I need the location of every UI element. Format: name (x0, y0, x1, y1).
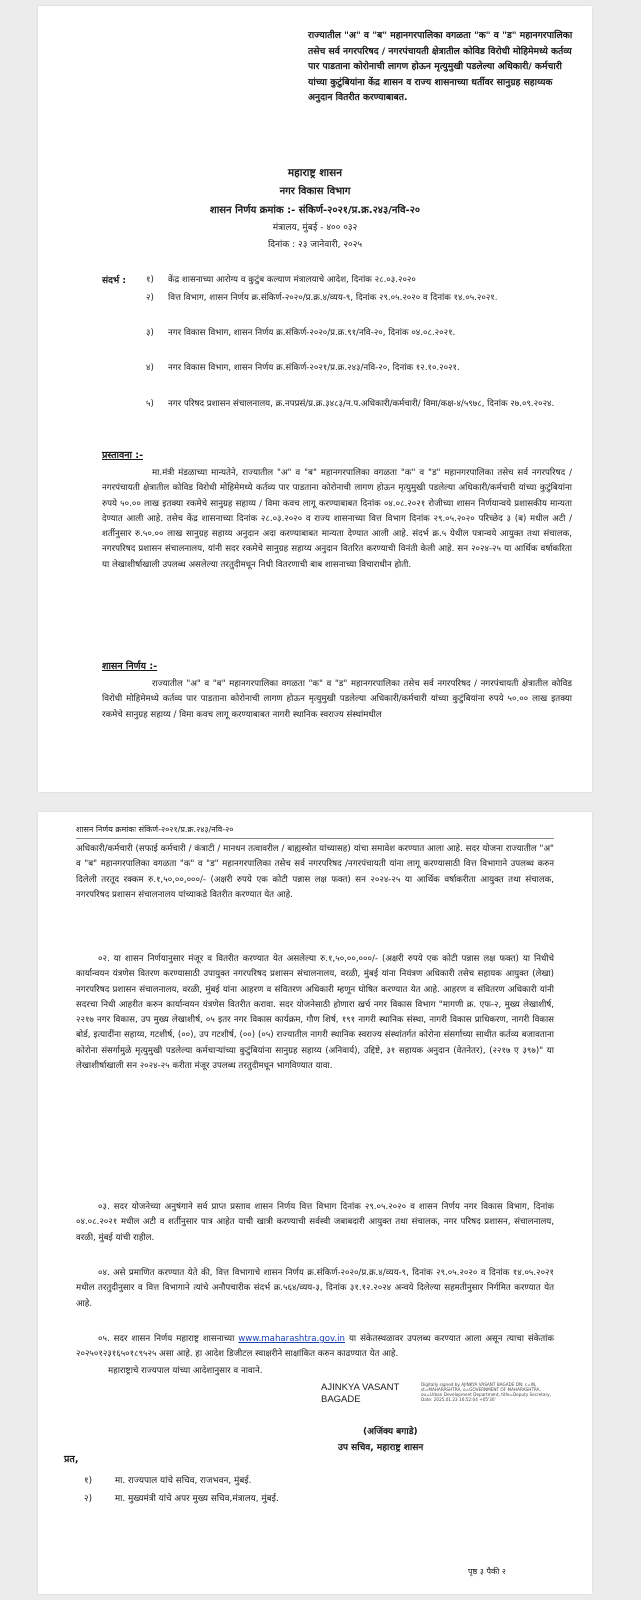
page-header: शासन निर्णय क्रमांकः संकिर्ण-२०२१/प्र.क्र.२४३/नवि-२० (76, 825, 234, 834)
reference-number: ३) (146, 328, 154, 338)
reference-text: केंद्र शासनाच्या आरोग्य व कुटुंब कल्याण मंत्रालयाचे आदेश, दिनांक २८.०३.२०२० (168, 275, 416, 285)
signer-designation: उप सचिव, महाराष्ट्र शासन (338, 1443, 424, 1453)
issue-place: मंत्रालय, मुंबई - ४०० ०३२ (272, 223, 358, 233)
decision-continued: अधिकारी/कर्मचारी (सफाई कर्मचारी / कंत्राटी / मानधन तत्वावरील / बाह्यस्त्रोत यांच्यासह) यांचा समावेश करण्यात आला आहे. सदर योजना राज्यातील "अ" व "ब" महानगरपालिका वगळता "क" व "ड" महानगरपालिका तसेच सर्व नगरपरिषद /नगरपंचायती यांना लागू करण्यासाठी वित्त विभागाने उपलब्ध करुन दिलेली तरतूद रक्कम रु.१,५०,००,०००/- (अक्षरी रुपये एक कोटी पन्नास लक्ष फक्त) सन २०२४-२५ या आर्थिक वर्षाकरीता आयुक्त तथा संचालक, नगरपरिषद प्रशासन संचालनालय यांच्याकडे वितरीत करण्यात येत आहे. (76, 844, 554, 900)
paragraph-04: ०४. असे प्रमाणित करण्यात येते की, वित्त विभागाचे शासन निर्णय क्र.संकिर्ण-२०२०/प्र.क्र.४/व्यय-९, दिनांक २९.०५.२०२० व दिनांक १४.०५.२०२१ मधील तरतुदीनुसार व वित्त विभागाने त्यांचे अनौपचारीक संदर्भ क्र.५६४/व्यय-३, दिनांक ३१.१२.२०२४ अन्वये दिलेल्या सहमतीनुसार निर्गमित करण्यात येत आहे. (76, 1268, 554, 1309)
decision-paragraph: राज्यातील "अ" व "ब" महानगरपालिका वगळता "क" व "ड" महानगरपालिका तसेच सर्व नगरपरिषद / नगरपंचायती क्षेत्रातील कोविड विरोधी मोहिमेमध्ये कर्तव्य पार पाडताना कोरोनाची लागण होऊन मृत्युमुखी पडलेल्या अधिकारी/कर्मचारी यांच्या कुटुंबियांना रुपये ५०.०० लाख इतक्या रकमेचे सानुग्रह सहाय्य / विमा कवच लागू करण्याबाबत नागरी स्थानिक स्वराज्य संस्थांमधील (102, 679, 572, 720)
preamble-paragraph: मा.मंत्री मंडळाच्या मान्यतेने, राज्यातील "अ" व "ब" महानगरपालिका वगळता "क" व "ड" महानगरपालिका तसेच सर्व नगरपरिषद / नगरपंचायती क्षेत्रातील कोविड विरोधी मोहिमेमध्ये कर्तव्य पार पाडताना कोरोनाची लागण होऊन मृत्युमुखी पडलेल्या अधिकारी/कर्मचारी यांच्या कुटुंबियांना रुपये ५०.०० लाख इतक्या रकमेचे सानुग्रह सहाय्य / विमा कवच लागू करण्याबाबत दिनांक ०४.०८.२०२१ रोजीच्या शासन निर्णयान्वये प्रशासकीय मान्यता देण्यात आली आहे. तसेच केंद्र शासनाच्या दिनांक २८.०३.२०२० व राज्य शासनाच्या वित्त विभाग दिनांक २९.०५.२०२० परिच्छेद ३ (ब) मधील अटी / शर्तीनुसार रु.५०.०० लाख सानुग्रह सहाय्य अनुदान अदा करण्याबाबत मान्यता देण्यात आली आहे. संदर्भ क्र.५ येथील पत्रान्वये आयुक्त तथा संचालक, नगरपरिषद प्रशासन संचालनालय, यांनी सदर रकमेचे सानुग्रह सहाय्य अनुदान वितरित करण्याची विनंती केली आहे. सन २०२४-२५ या आर्थिक वर्षाकरिता या लेखाशीर्षाखाली उपलब्ध असलेल्या तरतुदीमधून निधी वितरणाची बाब शासनाच्या विचाराधीन होती. (102, 468, 572, 570)
signature-name-line-1: AJINKYA VASANT (321, 1382, 400, 1393)
reference-item (146, 397, 608, 412)
order-line: महाराष्ट्राचे राज्यपाल यांच्या आदेशानुसार व नावाने. (108, 1366, 263, 1376)
paragraph-02: ०२. या शासन निर्णयानुसार मंजूर व वितरीत करण्यात येत असलेल्या रु.१,५०,००,०००/- (अक्षरी रुपये एक कोटी पन्नास लक्ष फक्त) या निधीचे कार्यान्वयन यंत्रणेस वितरण करण्यासाठी उपायुक्त नगरपरिषद प्रशासन संचालनालय, वरळी, मुंबई यांना नियंत्रण अधिकारी तसेच सहायक आयुक्त (लेखा) नगरपरिषद प्रशासन संचालनालय, वरळी, मुंबई यांना आहरण व संवितरण अधिकारी म्हणून घोषित करण्यात येत आहे. आहरण व संवितरण अधिकारी यांनी सदरचा निधी आहरीत करुन कार्यान्वयन यंत्रणेस वितरीत करावा. सदर योजनेसाठी होणारा खर्च नगर विकास विभाग "मागणी क्र. एफ-२, मुख्य लेखाशीर्ष, २२१७ नगर विकास, उप मुख्य लेखाशीर्ष, ०५ इतर नगर विकास कार्यक्रम, गौण शिर्ष, १९१ नागरी स्थानिक संस्था, नागरी विकास प्राधिकरण, नागरी विकास बोर्ड, इत्यादींना सहाय्य, गटशीर्ष, (००), उप गटशीर्ष, (००) (०५) राज्यातील नागरी स्थानिक स्वराज्य संस्थांतर्गत कोरोना संसर्गाच्या साथीत कर्तव्य बजावताना कोरोना संसर्गामुळे मृत्युमुखी पडलेल्या कर्मचाऱ्यांच्या कुटुंबियांना सानुग्रह सहाय्य (अनिवार्य), उद्दिष्टे, ३१ सहायक अनुदान (वेतनेतर), (२२१७ ए ३९७)" या लेखाशीर्षाखाली सन २०२४-२५ करीता मंजूर उपलब्ध तरतुदीमधून भागविण्यात यावा. (76, 954, 554, 1072)
paragraph-03: ०३. सदर योजनेच्या अनुषंगाने सर्व प्राप्त प्रस्ताव शासन निर्णय वित्त विभाग दिनांक २९.०५.२०२० व शासन निर्णय नगर विकास विभाग, दिनांक ०४.०८.२०२१ मधील अटी व शर्तीनुसार पात्र आहेत याची खात्री करण्याची सर्वस्वी जबाबदारी आयुक्त तथा संचालक, नगर परिषद प्रशासन, संचालनालय, वरळी, मुंबई यांची राहील. (76, 1202, 554, 1243)
subject-text: राज्यातील "अ" व "ब" महानगरपालिका वगळता "क" व "ड" महानगरपालिका तसेच सर्व नगरपरिषद / नगरपंचायती क्षेत्रातील कोविड विरोधी मोहिमेमध्ये कर्तव्य पार पाडताना कोरोनाची लागण होऊन मृत्युमुखी पडलेल्या अधिकारी/ कर्मचारी यांच्या कुटुंबियांना केंद्र शासन व राज्य शासनाच्या धर्तीवर सानुग्रह सहाय्यक अनुदान वितरीत करण्याबाबत. (308, 30, 573, 103)
reference-text: वित्त विभाग, शासन निर्णय क्र.संकिर्ण-२०२०/प्र.क्र.४/व्यय-९, दिनांक २९.०५.२०२० व दिनांक १४.०५.२०२१. (168, 293, 498, 303)
reference-item (146, 361, 608, 376)
gr-number: शासन निर्णय क्रमांक :- संकिर्ण-२०२१/प्र.क्र.२४३/नवि-२० (209, 205, 421, 216)
page-footer: पृष्ठ ३ पैकी २ (468, 1567, 506, 1576)
references-label: संदर्भ : (102, 276, 126, 286)
reference-text: नगर विकास विभाग, शासन निर्णय क्र.संकिर्ण-२०२१/प्र.क्र.२४३/नवि-२०, दिनांक १२.१०.२०२१. (168, 363, 460, 373)
cc-item (84, 1474, 251, 1488)
document-page-1 (38, 6, 592, 792)
signature-name-line-2: BAGADE (321, 1394, 361, 1405)
reference-number: ४) (146, 363, 154, 373)
department-heading: नगर विकास विभाग (279, 186, 351, 197)
paragraph-05-start: ०५. सदर शासन निर्णय महाराष्ट्र शासनाच्या (98, 1334, 235, 1344)
decision-heading: शासन निर्णय :- (102, 661, 158, 672)
cc-number: २) (84, 1494, 93, 1504)
cc-label: प्रत, (64, 1454, 79, 1465)
signature-metadata: Digitally signed by AJINKYA VASANT BAGADE DN: c=IN, st=MAHARASHTRA, o=GOVERNMENT OF MAHARASHTRA, ou=Urban Development Department, title=Deputy Secretary, Date: 2025.01.23 16:52:04 +05'30' (421, 1382, 551, 1402)
reference-number: १) (146, 275, 154, 285)
reference-item (146, 273, 608, 288)
government-heading: महाराष्ट्र शासन (287, 167, 343, 179)
reference-number: २) (146, 293, 154, 303)
preamble-heading: प्रस्तावना :- (102, 450, 144, 461)
cc-text: मा. राज्यपाल यांचे सचिव, राजभवन, मुंबई. (114, 1476, 252, 1486)
reference-item (146, 291, 608, 306)
paragraph-05-end: या संकेतस्थळावर उपलब्ध करण्यात आला असून त्याचा संकेतांक २०२५०१२३१६५०१८९५२५ असा आहे. हा आदेश डिजीटल स्वाक्षरीने साक्षांकित करुन काढण्यात येत आहे. (76, 1334, 555, 1360)
reference-text: नगर परिषद प्रशासन संचालनालय, क्र.नपप्रसं/प्र.क्र.३४८३/न.प.अधिकारी/कर्मचारी/ विमा/कक्ष-४/५९७८, दिनांक २७.०९.२०२४. (168, 399, 555, 409)
cc-number: १) (84, 1476, 93, 1486)
header-divider (76, 838, 554, 839)
cc-item (84, 1492, 279, 1506)
reference-text: नगर विकास विभाग, शासन निर्णय क्र.संकिर्ण-२०२०/प्र.क्र.९१/नवि-२०, दिनांक ०४.०८.२०२१. (168, 328, 456, 338)
cc-text: मा. मुख्यमंत्री यांचे अपर मुख्य सचिव,मंत्रालय, मुंबई. (114, 1494, 279, 1504)
paragraph-05 (76, 1332, 554, 1363)
reference-number: ५) (146, 399, 154, 409)
website-link[interactable]: www.maharashtra.gov.in (238, 1334, 345, 1344)
issue-date: दिनांक : २३ जानेवारी, २०२५ (267, 240, 363, 250)
digital-signature (321, 1382, 561, 1420)
signer-name: (अजिंक्य बगाडे) (363, 1427, 418, 1437)
reference-item (146, 326, 608, 341)
